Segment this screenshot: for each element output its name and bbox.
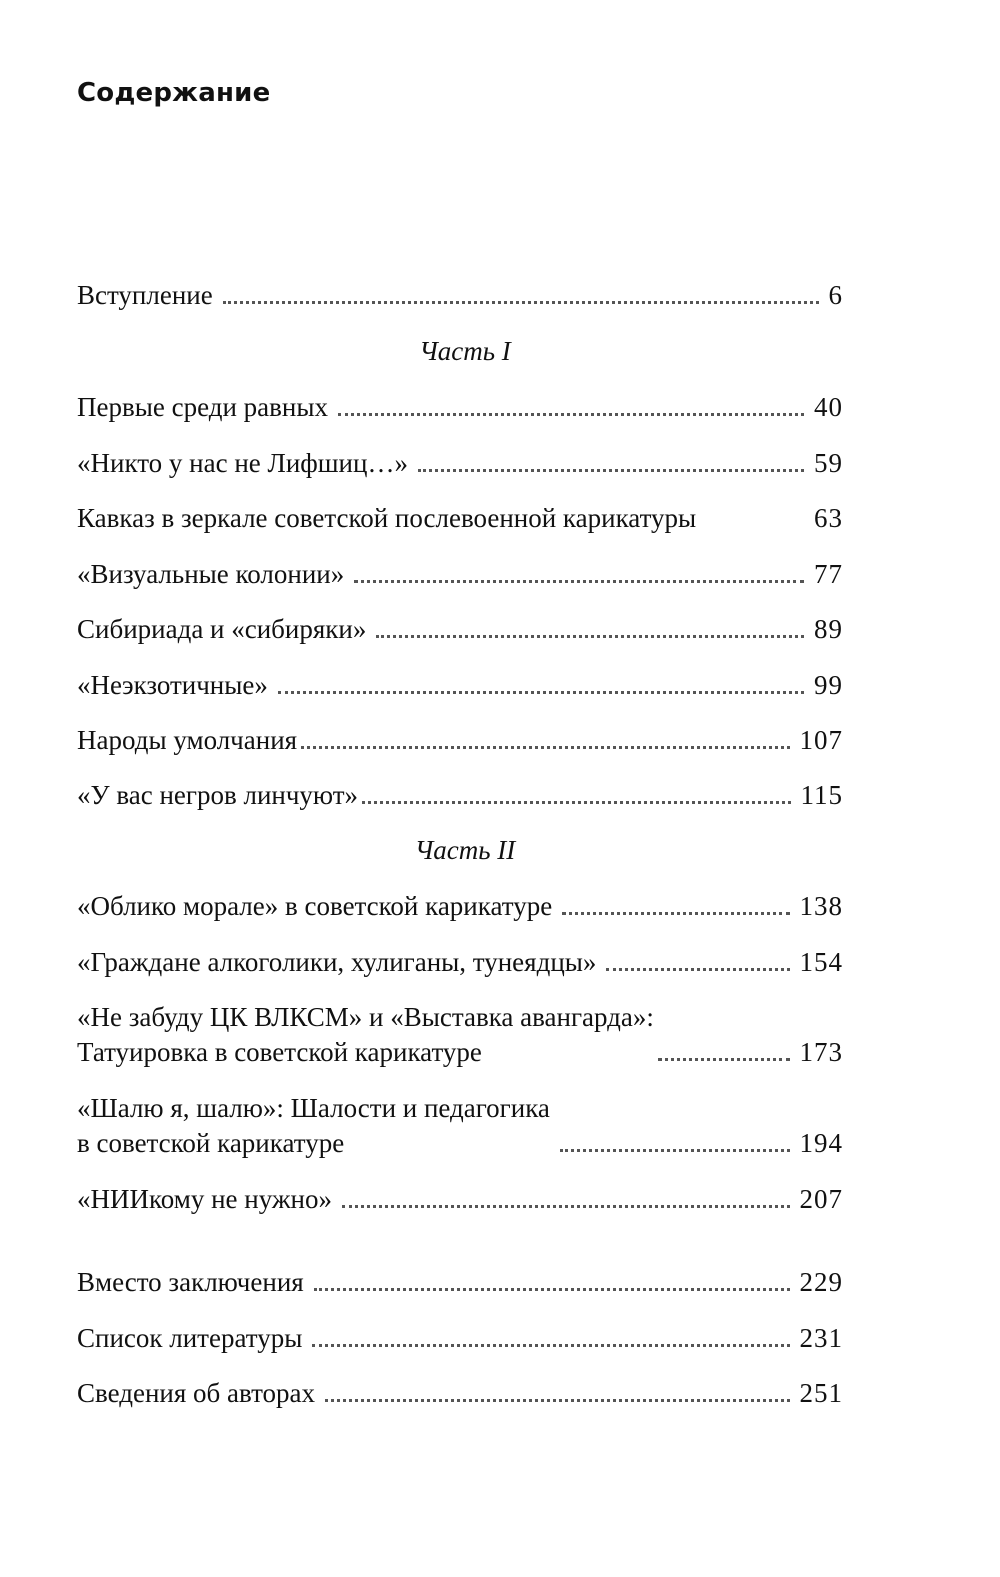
toc-entry-page: 107	[799, 725, 843, 755]
dot-leader	[418, 469, 804, 472]
dot-leader	[314, 1288, 790, 1291]
dot-leader	[301, 746, 789, 749]
toc-entry-page: 99	[814, 670, 843, 700]
toc-entry-title	[77, 1091, 550, 1161]
toc-entry-page: 173	[799, 1037, 843, 1067]
dot-leader	[700, 524, 804, 527]
toc-entry-page: 89	[814, 614, 843, 644]
toc-entry-page: 138	[799, 891, 843, 921]
toc-entry-title: Вместо заключения	[77, 1267, 304, 1297]
toc-entry[interactable]	[77, 1182, 843, 1217]
toc-entry-intro[interactable]	[77, 278, 843, 313]
toc-entry-title-line-1: «Не забуду ЦК ВЛКСМ» и «Выставка авангарда»:	[77, 1002, 654, 1032]
toc-entry-title: «Никто у нас не Лифшиц…»	[77, 448, 408, 478]
toc-entry-page: 77	[814, 559, 843, 589]
toc-entry[interactable]	[77, 446, 843, 481]
toc-entry[interactable]	[77, 557, 843, 592]
toc-entry[interactable]	[77, 668, 843, 703]
toc-entry[interactable]	[77, 889, 843, 924]
toc-entry-title: «Визуальные колонии»	[77, 559, 345, 589]
dot-leader	[362, 801, 790, 804]
dot-leader	[312, 1344, 789, 1347]
toc-entry-title: Сведения об авторах	[77, 1378, 315, 1408]
dot-leader	[560, 1149, 790, 1152]
toc-entry-multiline[interactable]	[77, 1091, 843, 1161]
dot-leader	[658, 1058, 790, 1061]
toc-entry-page: 40	[814, 392, 843, 422]
toc-entry-page: 207	[799, 1184, 843, 1214]
dot-leader	[376, 635, 804, 638]
dot-leader	[223, 301, 819, 304]
toc-entry-title-line-2: в советской карикатуре	[77, 1128, 345, 1158]
toc-entry-page: 231	[799, 1323, 843, 1353]
table-of-contents	[77, 0, 843, 1577]
toc-entry-page: 59	[814, 448, 843, 478]
toc-entry-page: 194	[799, 1128, 843, 1158]
toc-entry-page: 63	[814, 503, 843, 533]
toc-entry-page: 115	[800, 780, 843, 810]
dot-leader	[342, 1205, 790, 1208]
toc-heading: Содержание	[77, 78, 271, 108]
dot-leader	[354, 580, 804, 583]
toc-entry[interactable]	[77, 1321, 843, 1356]
toc-entry[interactable]	[77, 945, 843, 980]
toc-entry-title: Первые среди равных	[77, 392, 328, 422]
toc-entry-title: Список литературы	[77, 1323, 303, 1353]
toc-entry-page: 154	[799, 947, 843, 977]
toc-entry-title: Сибириада и «сибиряки»	[77, 614, 367, 644]
dot-leader	[325, 1399, 790, 1402]
toc-entry[interactable]	[77, 723, 843, 758]
dot-leader	[338, 413, 804, 416]
toc-entry-page: 251	[799, 1378, 843, 1408]
dot-leader	[562, 912, 789, 915]
toc-entry-title: «Облико морале» в советской карикатуре	[77, 891, 553, 921]
toc-entry[interactable]	[77, 1376, 843, 1411]
toc-entry[interactable]	[77, 778, 843, 813]
toc-entry-page: 229	[799, 1267, 843, 1297]
toc-entry-multiline[interactable]	[77, 1000, 843, 1070]
toc-entry-title: Кавказ в зеркале советской послевоенной карикатуры	[77, 503, 697, 533]
toc-entry-title	[77, 1000, 654, 1070]
dot-leader	[606, 968, 789, 971]
toc-entry-page: 6	[828, 280, 843, 310]
toc-entry-title-line-1: «Шалю я, шалю»: Шалости и педагогика	[77, 1093, 550, 1123]
toc-entry-title: Народы умолчания	[77, 725, 298, 755]
toc-entry-title: «Граждане алкоголики, хулиганы, тунеядцы»	[77, 947, 597, 977]
toc-entry-title: Вступление	[77, 280, 213, 310]
part-2-heading: Часть II	[414, 835, 516, 865]
part-1-heading: Часть I	[419, 336, 511, 366]
toc-entry[interactable]	[77, 1265, 843, 1300]
toc-entry-title: «НИИкому не нужно»	[77, 1184, 332, 1214]
dot-leader	[278, 691, 804, 694]
toc-entry[interactable]	[77, 612, 843, 647]
toc-entry-title: «Неэкзотичные»	[77, 670, 268, 700]
toc-entry[interactable]	[77, 501, 843, 536]
toc-entry[interactable]	[77, 390, 843, 425]
toc-entry-title: «У вас негров линчуют»	[77, 780, 359, 810]
toc-entry-title-line-2: Татуировка в советской карикатуре	[77, 1037, 482, 1067]
